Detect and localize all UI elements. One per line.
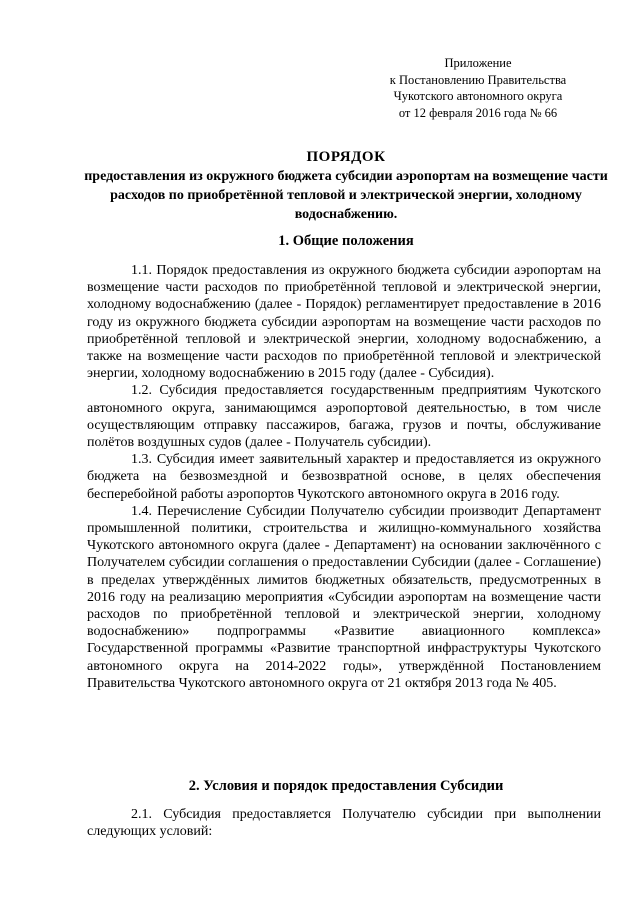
section-2-heading: 2. Условия и порядок предоставления Субсидии [188,778,504,794]
section-1-body [87,262,601,692]
appendix-line-1: Приложение [444,56,512,70]
paragraph-1-1: 1.1. Порядок предоставления из окружного бюджета субсидии аэропортам на возмещение части расходов по приобретённой тепловой и электрической энергии, холодному водоснабжению (далее - Порядок) регламентирует предоставление в 2016 году из окружного бюджета субсидии аэропортам на возмещение части расходов по приобретённой тепловой и электрической энергии, холодному водоснабжению, а также на возмещение части расходов по приобретённой тепловой и электрической энергии, холодному водоснабжению в 2015 году (далее - Субсидия). [87,263,601,382]
section-1-heading: 1. Общие положения [278,233,414,249]
document-subtitle: предоставления из окружного бюджета субсидии аэропортам на возмещение части расходов по приобретённой тепловой и электрической энергии, холодному водоснабжению. [84,169,608,222]
document-title-block [80,148,612,224]
appendix-line-3: Чукотского автономного округа [393,89,563,103]
paragraph-1-3: 1.3. Субсидия имеет заявительный характер и предоставляется из окружного бюджета на безвозмездной и безвозвратной основе, в целях обеспечения бесперебойной работы аэропортов Чукотского автономного округа в 2016 году. [87,452,601,502]
appendix-line-2: к Постановлению Правительства [389,72,567,87]
paragraph-1-4: 1.4. Перечисление Субсидии Получателю субсидии производит Департамент промышленной политики, строительства и жилищно-коммунального хозяйства Чукотского автономного округа (далее - Департамент) на основании заключённого с Получателем субсидии соглашения о предоставлении Субсидии (далее - Соглашение) в пределах утверждённых лимитов бюджетных обязательств, предусмотренных в 2016 году на реализацию мероприятия «Субсидии аэропортам на возмещение части расходов по приобретённой тепловой и электрической энергии, холодному водоснабжению» подпрограммы «Развитие авиационного комплекса» Государственной программы «Развитие транспортной инфраструктуры Чукотского автономного округа на 2014-2022 годы», утверждённой Постановлением Правительства Чукотского автономного округа от 21 октября 2013 года № 405. [87,503,601,691]
appendix-line-4: от 12 февраля 2016 года № 66 [398,105,558,120]
paragraph-2-1: 2.1. Субсидия предоставляется Получателю субсидии при выполнении следующих условий: [87,807,601,840]
appendix-block [378,55,578,121]
paragraph-1-2: 1.2. Субсидия предоставляется государственным предприятиям Чукотского автономного округа, занимающимся аэропортовой деятельностью, в том числе осуществляющим отправку пассажиров, багажа, грузов и почты, обслуживание полётов воздушных судов (далее - Получатель субсидии). [87,383,601,451]
document-title: ПОРЯДОК [306,149,386,165]
section-2-body [87,806,601,840]
